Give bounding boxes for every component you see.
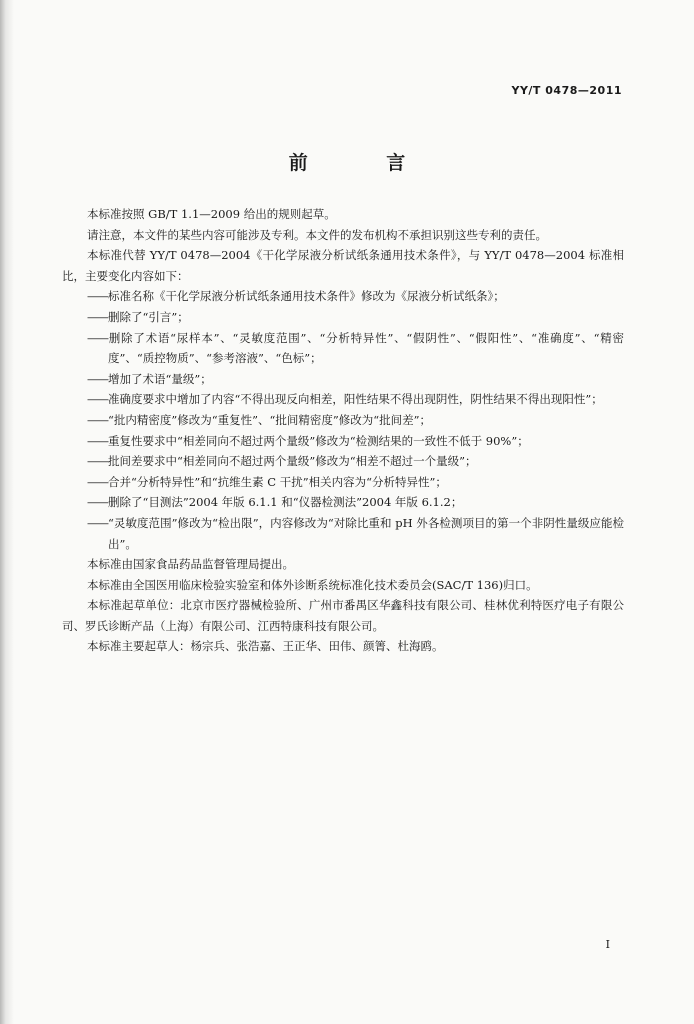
dash-marker: —— <box>87 289 108 304</box>
list-item: ——“灵敏度范围”修改为“检出限”，内容修改为“对除比重和 pH 外各检测项目的第一个非阴性量级应能检出”。 <box>62 513 624 554</box>
list-item: ——删除了术语“尿样本”、“灵敏度范围”、“分析特异性”、“假阴性”、“假阳性”、“准确度”、“精密度”、“质控物质”、“参考溶液”、“色标”； <box>62 328 624 369</box>
dash-marker: —— <box>87 392 108 407</box>
changes-list <box>62 286 624 554</box>
dash-marker: —— <box>87 330 108 345</box>
list-item: ——重复性要求中“相差同向不超过两个量级”修改为“检测结果的一致性不低于 90%”； <box>62 431 624 452</box>
paragraph: 请注意，本文件的某些内容可能涉及专利。本文件的发布机构不承担识别这些专利的责任。 <box>87 227 547 242</box>
preface-body <box>62 204 624 657</box>
dash-marker: —— <box>87 495 108 510</box>
standard-code: YY/T 0478—2011 <box>511 84 622 97</box>
dash-marker: —— <box>87 412 108 427</box>
list-item: ——“批内精密度”修改为“重复性”、“批间精密度”修改为“批间差”； <box>62 410 624 431</box>
dash-marker: —— <box>87 433 108 448</box>
paragraph: 本标准由全国医用临床检验实验室和体外诊断系统标准化技术委员会(SAC/T 136)归口。 <box>87 577 538 592</box>
paragraph: 本标准主要起草人：杨宗兵、张浩嘉、王正华、田伟、颜箐、杜海鸥。 <box>87 639 444 654</box>
list-item: ——合并“分析特异性”和“抗维生素 C 干扰”相关内容为“分析特异性”； <box>62 472 624 493</box>
paragraph: 本标准起草单位：北京市医疗器械检验所、广州市番禺区华鑫科技有限公司、桂林优利特医疗电子有限公司、罗氏诊断产品（上海）有限公司、江西特康科技有限公司。 <box>62 598 624 633</box>
dash-marker: —— <box>87 309 108 324</box>
list-item: ——准确度要求中增加了内容“不得出现反向相差，阳性结果不得出现阴性，阴性结果不得出现阳性”； <box>62 389 624 410</box>
list-item: ——增加了术语“量级”； <box>62 369 624 390</box>
list-item: ——标准名称《干化学尿液分析试纸条通用技术条件》修改为《尿液分析试纸条》； <box>62 286 624 307</box>
dash-marker: —— <box>87 474 108 489</box>
page-title: 前 言 <box>288 152 442 174</box>
dash-marker: —— <box>87 515 108 530</box>
paragraph: 本标准按照 GB/T 1.1—2009 给出的规则起草。 <box>87 207 336 221</box>
list-item: ——删除了“引言”； <box>62 307 624 328</box>
list-item: ——批间差要求中“相差同向不超过两个量级”修改为“相差不超过一个量级”； <box>62 451 624 472</box>
page-number: I <box>605 938 610 951</box>
paragraph: 本标准代替 YY/T 0478—2004《干化学尿液分析试纸条通用技术条件》，与 YY/T 0478—2004 标准相比，主要变化内容如下： <box>62 248 624 283</box>
dash-marker: —— <box>87 454 108 469</box>
list-item: ——删除了“目测法”2004 年版 6.1.1 和“仪器检测法”2004 年版 6.1.2； <box>62 492 624 513</box>
paragraph: 本标准由国家食品药品监督管理局提出。 <box>87 557 294 572</box>
dash-marker: —— <box>87 371 108 386</box>
